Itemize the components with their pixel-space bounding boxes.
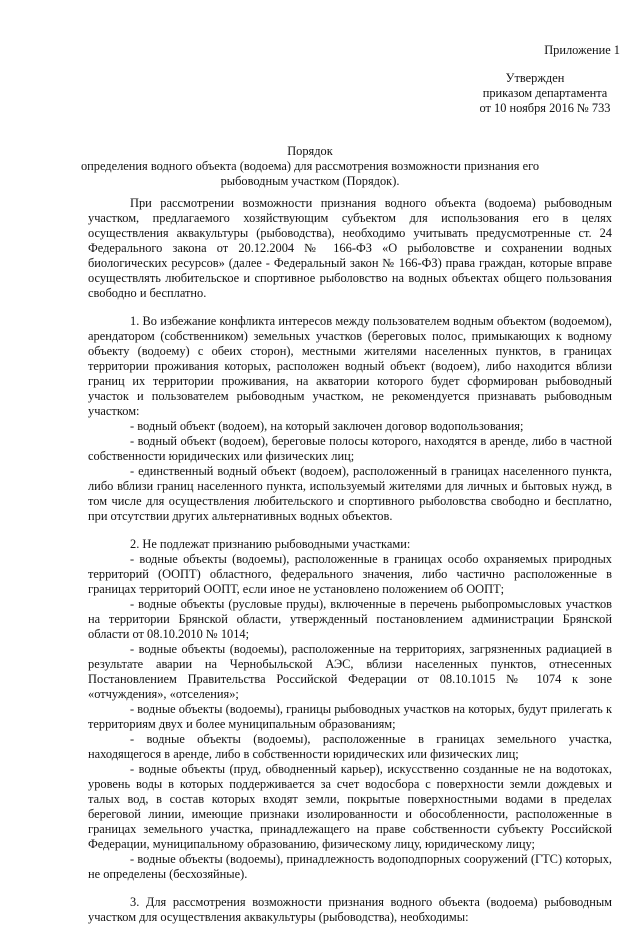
section-2-text: 2. Не подлежат признанию рыбоводными участками:: [130, 537, 411, 551]
approved-word: Утвержден: [505, 71, 565, 85]
section-2-item: - водные объекты (водоемы), расположенные на территориях, загрязненных радиацией в результате аварии на Чернобыльской АЭС, вблизи населенных пунктов, отнесенных Постановлением Правительства Российской Федерации от 08.10.1015 № 1074 к зоне «отчуждения», «отселения»;: [88, 642, 612, 701]
section-1-text: 1. Во избежание конфликта интересов между пользователем водным объектом (водоемом), арендатором (собственником) земельных участков (береговых полос, примыкающих к водному объекту (водоему) с обеих сторон), местными жителями населенных пунктов, в границах территории проживания которых, расположен водный объект (водоем), либо находится вблизи границ их территории проживания, на акватории которого будет сформирован рыбоводный участок и пользователем рыбоводным участком, не рекомендуется признавать рыбоводным участком:: [88, 314, 612, 418]
intro-paragraph: При рассмотрении возможности признания водного объекта (водоема) рыбоводным участком, предлагаемого хозяйствующим субъектом для использования его в целях осуществления аквакультуры (рыбоводства), необходимо учитывать предусмотренные ст. 24 Федерального закона от 20.12.2004 № 166-ФЗ «О рыболовстве и сохранении водных биологических ресурсов» (далее - Федеральный закон № 166-ФЗ) права граждан, которые вправе осуществлять любительское и спортивное рыболовство на водных объектах общего пользования свободно и бесплатно.: [88, 196, 612, 300]
section-2-item: - водные объекты (водоемы), границы рыбоводных участков на которых, будут прилегать к территориям двух и более муниципальным образованиям;: [88, 702, 612, 731]
section-2-item: - водные объекты (русловые пруды), включенные в перечень рыбопромысловых участков на территории Брянской области, утвержденный постановлением администрации Брянской области от 08.10.2010 № 1014;: [88, 597, 612, 641]
section-1-item: - водный объект (водоем), на который заключен договор водопользования;: [130, 419, 524, 433]
document-body: [88, 196, 612, 925]
title-subheading: определения водного объекта (водоема) для рассмотрения возможности признания его рыбоводным участком (Порядок).: [80, 159, 540, 188]
section-2-item: - водные объекты (водоемы), расположенные в границах земельного участка, находящегося в аренде, либо в собственности юридических или физических лиц;: [88, 732, 612, 761]
document-title: [60, 144, 560, 189]
section-1-item: - водный объект (водоем), береговые полосы которого, находятся в аренде, либо в частной собственности юридических или физических лиц;: [88, 434, 612, 463]
section-2-item: - водные объекты (водоемы), принадлежность водоподпорных сооружений (ГТС) которых, не определены (бесхозяйные).: [88, 852, 612, 881]
title-heading: Порядок: [287, 144, 333, 158]
section-2-item: - водные объекты (водоемы), расположенные в границах особо охраняемых природных территорий (ООПТ) областного, федерального значения, либо частично расположенные в границах территорий ООПТ, если иное не установлено положением об ООПТ;: [88, 552, 612, 596]
approved-order: приказом департамента: [482, 86, 608, 100]
approved-date: от 10 ноября 2016 № 733: [479, 101, 611, 115]
approval-block: [455, 71, 635, 116]
section-1-item: - единственный водный объект (водоем), расположенный в границах населенного пункта, либо вблизи границ населенного пункта, используемый жителями для личных и бытовых нужд, в том числе для осуществления любительского и спортивного рыболовства свободно и бесплатно, при отсутствии других альтернативных водных объектов.: [88, 464, 612, 523]
section-2-item: - водные объекты (пруд, обводненный карьер), искусственно созданные не на водотоках, уровень воды в которых поддерживается за счет водосбора с поверхности земли дождевых и талых вод, в состав которых входят земли, покрытые поверхностными водами в пределах береговой линии, имеющие признаки изолированности и обособленности, расположенные в границах земельного участка, принадлежащего на праве собственности субъекту Российской Федерации, муниципальному образованию, физическому лицу, юридическому лицу;: [88, 762, 612, 851]
appendix-label: Приложение 1: [544, 43, 620, 57]
section-3-text: 3. Для рассмотрения возможности признания водного объекта (водоема) рыбоводным участком для осуществления аквакультуры (рыбоводства), необходимы:: [88, 895, 612, 924]
